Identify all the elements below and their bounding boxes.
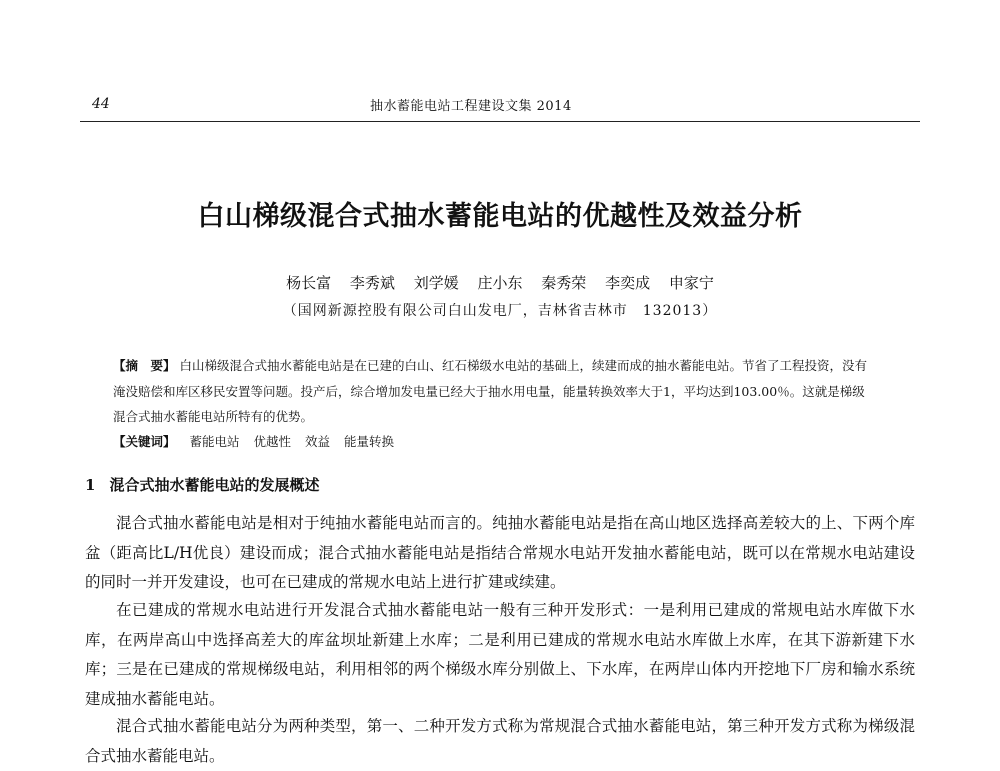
keyword: 蓄能电站: [189, 434, 240, 449]
page-number: 44: [92, 96, 110, 112]
body-paragraph: 混合式抽水蓄能电站是相对于纯抽水蓄能电站而言的。纯抽水蓄能电站是指在高山地区选择高差较大的上、下两个库盆（距高比L/H优良）建设而成；混合式抽水蓄能电站是指结合常规水电站开发抽水蓄能电站，既可以在常规水电站建设的同时一并开发建设，也可在已建成的常规水电站上进行扩建或续建。: [85, 514, 915, 591]
author: 申家宁: [668, 274, 714, 292]
body-paragraph: 在已建成的常规水电站进行开发混合式抽水蓄能电站一般有三种开发形式：一是利用已建成的常规电站水库做下水库，在两岸高山中选择高差大的库盆坝址新建上水库；二是利用已建成的常规水电站水库做上水库，在其下游新建下水库；三是在已建成的常规梯级电站，利用相邻的两个梯级水库分别做上、下水库，在两岸山体内开挖地下厂房和输水系统建成抽水蓄能电站。: [85, 601, 915, 708]
keywords-label: 【关键词】: [113, 434, 176, 449]
author: 庄小东: [477, 274, 523, 292]
keyword: 能量转换: [344, 434, 395, 449]
section-title: 混合式抽水蓄能电站的发展概述: [109, 476, 320, 494]
author: 杨长富: [286, 274, 332, 292]
abstract: [113, 353, 873, 430]
author: 秦秀荣: [541, 274, 587, 292]
header-divider: [80, 121, 920, 122]
author: 刘学媛: [413, 274, 459, 292]
author-list: [0, 272, 1000, 293]
author: 李奕成: [605, 274, 651, 292]
paper-title: 白山梯级混合式抽水蓄能电站的优越性及效益分析: [197, 201, 803, 232]
keyword: 效益: [305, 434, 331, 449]
body-paragraph: 混合式抽水蓄能电站分为两种类型，第一、二种开发方式称为常规混合式抽水蓄能电站，第三种开发方式称为梯级混合式抽水蓄能电站。: [85, 717, 915, 765]
abstract-text: 白山梯级混合式抽水蓄能电站是在已建的白山、红石梯级水电站的基础上，续建而成的抽水蓄能电站。节省了工程投资，没有淹没赔偿和库区移民安置等问题。投产后，综合增加发电量已经大于抽水用电量，能量转换效率大于1，平均达到103.00％。这就是梯级混合式抽水蓄能电站所特有的优势。: [113, 358, 868, 424]
running-header: 抽水蓄能电站工程建设文集 2014: [370, 99, 572, 114]
author: 李秀斌: [349, 274, 395, 292]
keywords: [113, 432, 394, 450]
abstract-label: 【摘 要】: [113, 358, 176, 373]
keyword: 优越性: [253, 434, 292, 449]
section-heading: [85, 474, 319, 495]
section-number: 1: [85, 476, 96, 494]
affiliation: （国网新源控股有限公司白山发电厂，吉林省吉林市 132013）: [282, 303, 718, 319]
